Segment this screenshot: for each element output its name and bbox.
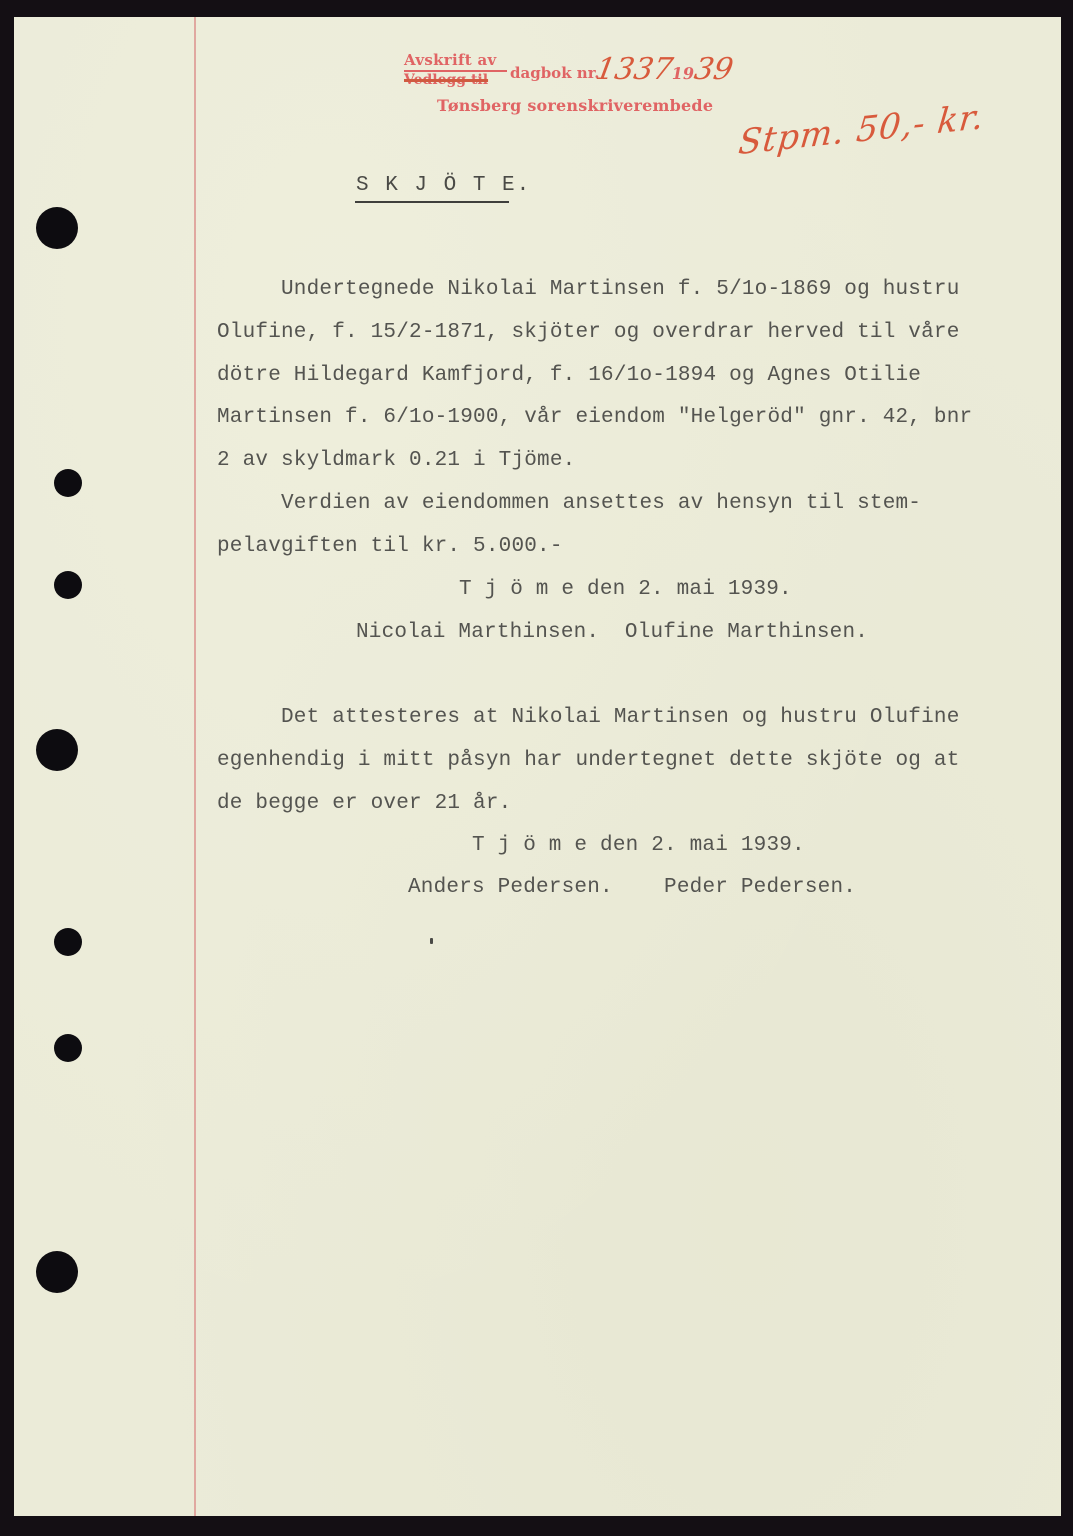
document-title: S K J Ö T E.	[356, 174, 532, 197]
text-line: Verdien av eiendommen ansettes av hensyn til stem-	[217, 492, 922, 515]
stamp-vedlegg-struck: Vedlegg til	[404, 72, 489, 88]
punch-hole-icon	[54, 928, 82, 956]
handwritten-dagbok-number	[593, 52, 736, 87]
punch-hole-icon	[54, 1034, 82, 1062]
punch-hole-icon	[36, 207, 78, 249]
punch-hole-icon	[36, 1251, 78, 1293]
text-line: Olufine, f. 15/2-1871, skjöter og overdrar herved til våre	[217, 321, 960, 344]
stamp-dagbok-label: dagbok nr.	[510, 64, 600, 82]
text-line: Undertegnede Nikolai Martinsen f. 5/1o-1869 og hustru	[217, 278, 960, 301]
handwritten-fee-note: Stpm. 50,- kr.	[736, 96, 987, 164]
year-prefix: 19	[669, 64, 696, 83]
signatures-grantors: Nicolai Marthinsen. Olufine Marthinsen.	[356, 621, 869, 644]
text-line: Martinsen f. 6/1o-1900, vår eiendom "Helgeröd" gnr. 42, bnr	[217, 406, 973, 429]
punch-hole-icon	[54, 571, 82, 599]
stamp-office-name: Tønsberg sorenskriverembede	[437, 96, 714, 115]
text-line: egenhendig i mitt påsyn har undertegnet dette skjöte og at	[217, 749, 960, 772]
place-date: T j ö m e den 2. mai 1939.	[459, 578, 792, 601]
year-suffix: 39	[691, 52, 736, 87]
title-underline	[355, 201, 509, 203]
signatures-witnesses: Anders Pedersen. Peder Pedersen.	[408, 876, 857, 899]
text-line: dötre Hildegard Kamfjord, f. 16/1o-1894 og Agnes Otilie	[217, 364, 922, 387]
dagbok-number: 1337	[592, 52, 676, 87]
ink-speck	[430, 938, 433, 944]
text-line: 2 av skyldmark 0.21 i Tjöme.	[217, 449, 576, 472]
text-line: de begge er over 21 år.	[217, 792, 512, 815]
punch-hole-icon	[36, 729, 78, 771]
text-line: Det attesteres at Nikolai Martinsen og hustru Olufine	[217, 706, 960, 729]
stamp-avskrift: Avskrift av	[404, 51, 497, 69]
place-date: T j ö m e den 2. mai 1939.	[472, 834, 805, 857]
text-line: pelavgiften til kr. 5.000.-	[217, 535, 563, 558]
red-margin-line	[194, 17, 196, 1516]
punch-hole-icon	[54, 469, 82, 497]
